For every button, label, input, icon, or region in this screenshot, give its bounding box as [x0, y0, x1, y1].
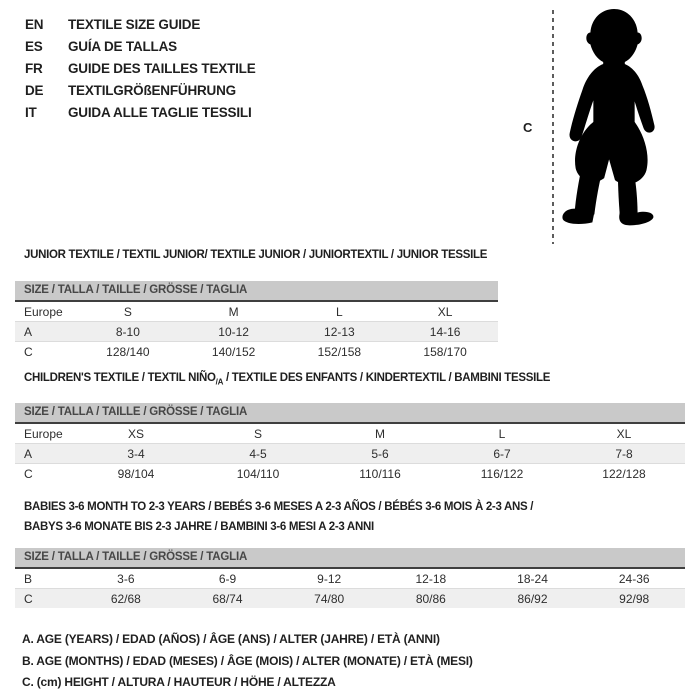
- language-label: GUIDA ALLE TAGLIE TESSILI: [68, 104, 252, 120]
- language-label: TEXTILE SIZE GUIDE: [68, 16, 201, 32]
- language-label: TEXTILGRÖßENFÜHRUNG: [68, 82, 236, 98]
- size-header-bar: SIZE / TALLA / TAILLE / GRÖSSE / TAGLIA: [15, 548, 685, 567]
- children-title-post: / TEXTILE DES ENFANTS / KINDERTEXTIL / BAMBINI TESSILE: [223, 372, 551, 384]
- table-cell: XL: [616, 426, 632, 441]
- table-cell: 9-12: [317, 571, 342, 586]
- legend-line: B. AGE (MONTHS) / EDAD (MESES) / ÂGE (MOIS) / ALTER (MONATE) / ETÀ (MESI): [22, 653, 473, 668]
- row-label: C: [24, 344, 33, 359]
- babies-title-line2: BABYS 3-6 MONATE BIS 2-3 JAHRE / BAMBINI 3-6 MESI A 2-3 ANNI: [24, 521, 374, 533]
- babies-section-title: [24, 497, 533, 537]
- table-cell: 6-7: [493, 446, 511, 461]
- table-cell: 122/128: [602, 466, 646, 481]
- legend-line: C. (cm) HEIGHT / ALTURA / HAUTEUR / HÖHE / ALTEZZA: [22, 675, 336, 689]
- row-label: B: [24, 571, 33, 586]
- legend-line: A. AGE (YEARS) / EDAD (AÑOS) / ÂGE (ANS) / ALTER (JAHRE) / ETÀ (ANNI): [22, 632, 440, 646]
- table-cell: 5-6: [371, 446, 389, 461]
- table-cell: 92/98: [619, 591, 650, 606]
- language-row: [25, 35, 256, 57]
- table-cell: 62/68: [110, 591, 141, 606]
- table-cell: 24-36: [618, 571, 650, 586]
- size-header-bar: SIZE / TALLA / TAILLE / GRÖSSE / TAGLIA: [15, 403, 685, 422]
- baby-silhouette-icon: [558, 6, 670, 244]
- table-cell: M: [375, 426, 385, 441]
- height-measure-label: C: [523, 120, 533, 135]
- age-months-row: [15, 567, 685, 588]
- table-cell: 158/170: [423, 344, 467, 359]
- table-cell: 80/86: [415, 591, 446, 606]
- table-cell: 152/158: [317, 344, 362, 359]
- row-label: C: [24, 466, 33, 481]
- language-code: FR: [25, 60, 43, 76]
- table-cell: 6-9: [218, 571, 237, 586]
- table-cell: 12-18: [415, 571, 447, 586]
- children-section-title: [24, 372, 550, 386]
- children-title-pre: CHILDREN'S TEXTILE / TEXTIL NIÑO: [24, 372, 216, 384]
- table-cell: 3-6: [117, 571, 135, 586]
- age-years-row: [15, 321, 498, 341]
- table-cell: 8-10: [115, 324, 140, 339]
- table-cell: 12-13: [324, 324, 355, 339]
- language-row: [25, 79, 256, 101]
- table-cell: 86/92: [517, 591, 548, 606]
- table-header-row: [15, 422, 685, 443]
- babies-title-line1: BABIES 3-6 MONTH TO 2-3 YEARS / BEBÉS 3-6 MESES A 2-3 AÑOS / BÉBÉS 3-6 MOIS À 2-3 ANS /: [24, 501, 534, 513]
- row-label: A: [24, 446, 33, 461]
- language-code: IT: [25, 104, 37, 120]
- height-measure-line: [552, 10, 554, 244]
- table-cell: 18-24: [517, 571, 548, 586]
- table-cell: 140/152: [211, 344, 256, 359]
- table-cell: XS: [127, 426, 144, 441]
- table-cell: L: [336, 304, 343, 319]
- age-years-row: [15, 443, 685, 463]
- table-header-row: [15, 300, 498, 321]
- children-size-table: [15, 403, 685, 483]
- table-cell: 10-12: [218, 324, 249, 339]
- junior-size-table: [15, 281, 498, 361]
- table-cell: 128/140: [106, 344, 150, 359]
- language-label: GUIDE DES TAILLES TEXTILE: [68, 60, 256, 76]
- table-cell: 68/74: [212, 591, 243, 606]
- table-cell: 14-16: [429, 324, 461, 339]
- language-code: DE: [25, 82, 44, 98]
- table-cell: S: [123, 304, 132, 319]
- row-label: C: [24, 591, 33, 606]
- table-cell: 98/104: [117, 466, 155, 481]
- measure-legend: [22, 629, 473, 694]
- table-cell: XL: [437, 304, 453, 319]
- table-cell: 74/80: [314, 591, 345, 606]
- table-cell: S: [253, 426, 262, 441]
- row-label: A: [24, 324, 33, 339]
- height-row: [15, 463, 685, 483]
- table-cell: 3-4: [127, 446, 145, 461]
- row-label: Europe: [24, 426, 63, 441]
- junior-section-title: JUNIOR TEXTILE / TEXTIL JUNIOR/ TEXTILE JUNIOR / JUNIORTEXTIL / JUNIOR TESSILE: [24, 249, 488, 261]
- table-cell: M: [228, 304, 239, 319]
- language-row: [25, 13, 256, 35]
- language-row: [25, 101, 256, 123]
- table-cell: 116/122: [480, 466, 524, 481]
- size-header-bar: SIZE / TALLA / TAILLE / GRÖSSE / TAGLIA: [15, 281, 498, 300]
- table-cell: 4-5: [249, 446, 267, 461]
- language-row: [25, 57, 256, 79]
- table-cell: 104/110: [236, 466, 280, 481]
- language-title-list: [25, 13, 256, 123]
- children-title-sub: /A: [215, 377, 224, 387]
- table-cell: 110/116: [359, 466, 401, 481]
- language-code: EN: [25, 16, 44, 32]
- row-label: Europe: [24, 304, 63, 319]
- table-cell: 7-8: [615, 446, 633, 461]
- table-cell: L: [498, 426, 506, 441]
- language-label: GUÍA DE TALLAS: [68, 38, 177, 54]
- height-row: [15, 588, 685, 608]
- height-row: [15, 341, 498, 361]
- babies-size-table: [15, 548, 685, 608]
- language-code: ES: [25, 38, 43, 54]
